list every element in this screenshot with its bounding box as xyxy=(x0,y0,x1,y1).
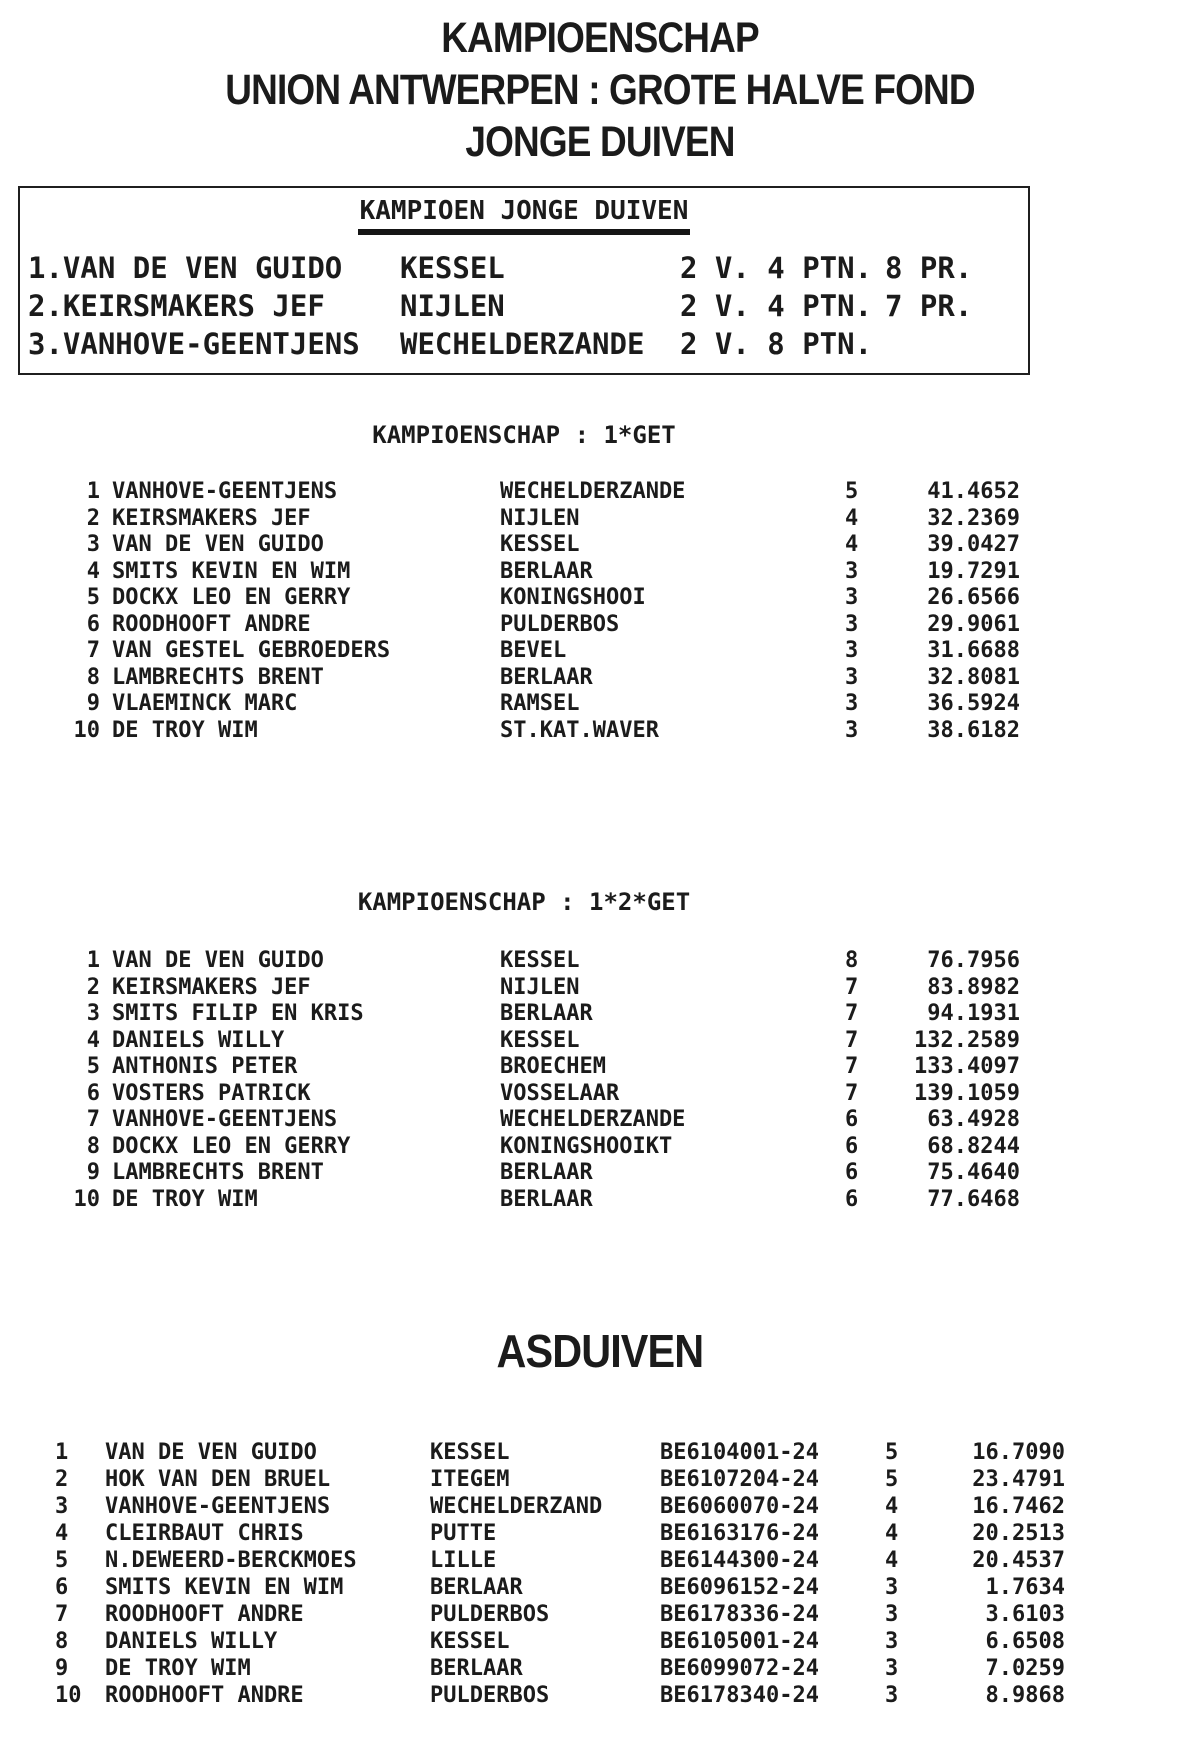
ring-number-cell: BE6104001-24 xyxy=(660,1440,819,1465)
ring-number-cell: BE6107204-24 xyxy=(660,1467,819,1492)
table-row xyxy=(0,1028,1048,1055)
fancier-name-cell: SMITS FILIP EN KRIS xyxy=(112,1001,364,1026)
champion-name-cell: 1.VAN DE VEN GUIDO xyxy=(28,251,343,285)
rank-cell: 5 xyxy=(86,585,100,610)
rank-cell: 4 xyxy=(86,558,100,584)
fancier-name-cell: VOSTERS PATRICK xyxy=(112,1080,311,1106)
rank-cell: 5 xyxy=(86,1054,100,1079)
locality-cell: NIJLEN xyxy=(500,974,580,1000)
rank-cell: 4 xyxy=(55,1521,69,1546)
column-gap xyxy=(100,479,112,506)
rank-cell: 8 xyxy=(86,664,100,690)
column-gap xyxy=(100,1028,112,1055)
column-gap xyxy=(100,1187,112,1214)
fancier-name-cell: VAN DE VEN GUIDO xyxy=(112,948,324,973)
prize-count-cell: 3 xyxy=(885,1602,899,1627)
championship-1get-table xyxy=(0,479,1048,744)
champion-row xyxy=(20,249,1028,287)
title-line-2: UNION ANTWERPEN : GROTE HALVE FOND xyxy=(225,66,975,114)
rank-cell: 1 xyxy=(86,948,100,973)
fancier-name-cell: ANTHONIS PETER xyxy=(112,1054,298,1079)
fancier-name-cell: DOCKX LEO EN GERRY xyxy=(112,585,351,610)
champion-prizes-cell: 8 PR. xyxy=(885,251,973,285)
champion-name-cell: 3.VANHOVE-GEENTJENS xyxy=(28,327,360,361)
column-gap xyxy=(100,975,112,1002)
asduiven-section xyxy=(0,1325,1200,1709)
table-row xyxy=(0,559,1048,586)
column-gap xyxy=(100,1001,112,1028)
table-row xyxy=(0,1001,1048,1028)
coefficient-cell: 75.4640 xyxy=(927,1160,1020,1185)
locality-cell: KONINGSHOOI xyxy=(500,585,646,610)
prize-count-cell: 5 xyxy=(845,479,859,504)
fancier-name-cell: DE TROY WIM xyxy=(105,1656,251,1681)
locality-cell: PULDERBOS xyxy=(500,611,620,637)
asduiven-heading: ASDUIVEN xyxy=(496,1325,704,1377)
fancier-name-cell: VANHOVE-GEENTJENS xyxy=(112,1107,338,1132)
locality-cell: PUTTE xyxy=(430,1521,497,1546)
coefficient-cell: 16.7462 xyxy=(972,1494,1065,1519)
championship-1get-heading: KAMPIOENSCHAP : 1*GET xyxy=(372,421,676,449)
prize-count-cell: 7 xyxy=(845,1001,859,1026)
rank-cell: 8 xyxy=(86,1133,100,1159)
table-row xyxy=(0,1574,1200,1601)
prize-count-cell: 3 xyxy=(885,1683,899,1708)
document-title xyxy=(0,0,1200,168)
coefficient-cell: 23.4791 xyxy=(972,1467,1065,1492)
locality-cell: NIJLEN xyxy=(500,505,580,531)
championship-12get-heading: KAMPIOENSCHAP : 1*2*GET xyxy=(357,888,691,916)
fancier-name-cell: VANHOVE-GEENTJENS xyxy=(105,1494,331,1519)
prize-count-cell: 3 xyxy=(885,1629,899,1654)
locality-cell: VOSSELAAR xyxy=(500,1080,620,1106)
rank-cell: 6 xyxy=(86,1080,100,1106)
table-row xyxy=(0,1520,1200,1547)
coefficient-cell: 38.6182 xyxy=(927,717,1020,743)
ring-number-cell: BE6163176-24 xyxy=(660,1521,819,1546)
fancier-name-cell: VAN DE VEN GUIDO xyxy=(105,1440,317,1465)
locality-cell: BERLAAR xyxy=(500,1001,593,1026)
prize-count-cell: 4 xyxy=(845,505,859,531)
column-gap xyxy=(100,1160,112,1187)
prize-count-cell: 7 xyxy=(845,1054,859,1079)
table-row xyxy=(0,1439,1200,1466)
prize-count-cell: 5 xyxy=(885,1467,899,1492)
rank-cell: 2 xyxy=(86,505,100,531)
rank-cell: 7 xyxy=(86,1107,100,1132)
prize-count-cell: 6 xyxy=(845,1160,859,1185)
ring-number-cell: BE6099072-24 xyxy=(660,1656,819,1681)
column-gap xyxy=(100,612,112,639)
locality-cell: KESSEL xyxy=(430,1629,510,1654)
fancier-name-cell: DE TROY WIM xyxy=(112,717,258,743)
ring-number-cell: BE6096152-24 xyxy=(660,1575,819,1600)
rank-cell: 2 xyxy=(55,1467,69,1492)
coefficient-cell: 6.6508 xyxy=(985,1629,1065,1654)
prize-count-cell: 3 xyxy=(845,664,859,690)
locality-cell: WECHELDERZANDE xyxy=(500,1107,686,1132)
champion-prizes-cell xyxy=(885,325,1028,363)
fancier-name-cell: ROODHOOFT ANDRE xyxy=(112,611,311,637)
table-row xyxy=(0,1134,1048,1161)
title-line-1: KAMPIOENSCHAP xyxy=(441,14,759,62)
champion-place-cell: WECHELDERZANDE xyxy=(400,327,645,361)
title-line-3: JONGE DUIVEN xyxy=(465,118,735,166)
prize-count-cell: 7 xyxy=(845,1080,859,1106)
coefficient-cell: 68.8244 xyxy=(927,1133,1020,1159)
fancier-name-cell: ROODHOOFT ANDRE xyxy=(105,1602,304,1627)
coefficient-cell: 20.2513 xyxy=(972,1521,1065,1546)
table-row xyxy=(0,1466,1200,1493)
prize-count-cell: 3 xyxy=(845,691,859,716)
fancier-name-cell: LAMBRECHTS BRENT xyxy=(112,1160,324,1185)
locality-cell: RAMSEL xyxy=(500,691,580,716)
asduiven-heading-wrap xyxy=(0,1325,1200,1377)
coefficient-cell: 32.8081 xyxy=(927,664,1020,690)
locality-cell: KONINGSHOOIKT xyxy=(500,1133,673,1159)
ring-number-cell: BE6178336-24 xyxy=(660,1602,819,1627)
prize-count-cell: 4 xyxy=(885,1521,899,1546)
coefficient-cell: 31.6688 xyxy=(927,638,1020,663)
locality-cell: BERLAAR xyxy=(500,1186,593,1212)
coefficient-cell: 41.4652 xyxy=(927,479,1020,504)
fancier-name-cell: CLEIRBAUT CHRIS xyxy=(105,1521,304,1546)
champion-row xyxy=(20,287,1028,325)
column-gap xyxy=(100,665,112,692)
locality-cell: PULDERBOS xyxy=(430,1602,550,1627)
table-row xyxy=(0,691,1048,718)
column-gap xyxy=(100,1081,112,1108)
rank-cell: 5 xyxy=(55,1548,69,1573)
prize-count-cell: 3 xyxy=(845,717,859,743)
ring-number-cell: BE6178340-24 xyxy=(660,1683,819,1708)
prize-count-cell: 3 xyxy=(845,611,859,637)
rank-cell: 7 xyxy=(86,638,100,663)
locality-cell: BERLAAR xyxy=(500,1160,593,1185)
table-row xyxy=(0,948,1048,975)
fancier-name-cell: ROODHOOFT ANDRE xyxy=(105,1683,304,1708)
locality-cell: KESSEL xyxy=(430,1440,510,1465)
coefficient-cell: 19.7291 xyxy=(927,558,1020,584)
ring-number-cell: BE6105001-24 xyxy=(660,1629,819,1654)
champion-box-heading-wrap xyxy=(20,196,1028,235)
table-row xyxy=(0,1628,1200,1655)
column-gap xyxy=(100,638,112,665)
coefficient-cell: 36.5924 xyxy=(927,691,1020,716)
prize-count-cell: 3 xyxy=(885,1656,899,1681)
champion-name-cell: 2.KEIRSMAKERS JEF xyxy=(28,289,325,323)
column-gap xyxy=(100,559,112,586)
asduiven-table xyxy=(0,1439,1200,1709)
coefficient-cell: 32.2369 xyxy=(927,505,1020,531)
fancier-name-cell: N.DEWEERD-BERCKMOES xyxy=(105,1548,357,1573)
prize-count-cell: 4 xyxy=(845,532,859,557)
prize-count-cell: 3 xyxy=(885,1575,899,1600)
coefficient-cell: 132.2589 xyxy=(914,1027,1020,1053)
coefficient-cell: 3.6103 xyxy=(985,1602,1065,1627)
coefficient-cell: 7.0259 xyxy=(985,1656,1065,1681)
champion-place-cell: NIJLEN xyxy=(400,289,505,323)
column-gap xyxy=(100,506,112,533)
column-gap xyxy=(100,718,112,745)
rank-cell: 9 xyxy=(86,1160,100,1185)
championship-1get-section xyxy=(0,421,1048,744)
fancier-name-cell: LAMBRECHTS BRENT xyxy=(112,664,324,690)
prize-count-cell: 3 xyxy=(845,585,859,610)
table-row xyxy=(0,1682,1200,1709)
locality-cell: LILLE xyxy=(430,1548,497,1573)
rank-cell: 2 xyxy=(86,974,100,1000)
fancier-name-cell: KEIRSMAKERS JEF xyxy=(112,974,311,1000)
coefficient-cell: 16.7090 xyxy=(972,1440,1065,1465)
rank-cell: 8 xyxy=(55,1629,69,1654)
fancier-name-cell: DE TROY WIM xyxy=(112,1186,258,1212)
fancier-name-cell: HOK VAN DEN BRUEL xyxy=(105,1467,331,1492)
column-gap xyxy=(100,585,112,612)
locality-cell: WECHELDERZANDE xyxy=(500,479,686,504)
rank-cell: 1 xyxy=(86,479,100,504)
champion-row xyxy=(20,325,1028,363)
table-row xyxy=(0,1187,1048,1214)
column-gap xyxy=(100,1054,112,1081)
coefficient-cell: 29.9061 xyxy=(927,611,1020,637)
locality-cell: BERLAAR xyxy=(430,1656,523,1681)
rank-cell: 9 xyxy=(55,1656,69,1681)
table-row xyxy=(0,612,1048,639)
fancier-name-cell: DANIELS WILLY xyxy=(105,1629,278,1654)
rank-cell: 6 xyxy=(86,611,100,637)
fancier-name-cell: VANHOVE-GEENTJENS xyxy=(112,479,338,504)
champion-place-cell: KESSEL xyxy=(400,251,505,285)
locality-cell: BERLAAR xyxy=(430,1575,523,1600)
locality-cell: PULDERBOS xyxy=(430,1683,550,1708)
table-row xyxy=(0,532,1048,559)
rank-cell: 1 xyxy=(55,1440,69,1465)
coefficient-cell: 39.0427 xyxy=(927,532,1020,557)
column-gap xyxy=(100,532,112,559)
locality-cell: ITEGEM xyxy=(430,1467,510,1492)
table-row xyxy=(0,638,1048,665)
champion-box-heading: KAMPIOEN JONGE DUIVEN xyxy=(358,196,691,235)
rank-cell: 10 xyxy=(73,1186,100,1212)
table-row xyxy=(0,718,1048,745)
prize-count-cell: 6 xyxy=(845,1186,859,1212)
coefficient-cell: 83.8982 xyxy=(927,974,1020,1000)
fancier-name-cell: SMITS KEVIN EN WIM xyxy=(105,1575,344,1600)
rank-cell: 3 xyxy=(86,532,100,557)
prize-count-cell: 4 xyxy=(885,1494,899,1519)
prize-count-cell: 7 xyxy=(845,974,859,1000)
championship-12get-section xyxy=(0,888,1048,1213)
champion-result-cell: 2 V. 4 PTN. xyxy=(680,289,873,323)
rank-cell: 6 xyxy=(55,1575,69,1600)
rank-cell: 3 xyxy=(86,1001,100,1026)
champion-summary-box xyxy=(18,186,1030,375)
rank-cell: 10 xyxy=(55,1683,82,1708)
champion-prizes-cell: 7 PR. xyxy=(885,289,973,323)
prize-count-cell: 6 xyxy=(845,1133,859,1159)
fancier-name-cell: KEIRSMAKERS JEF xyxy=(112,505,311,531)
fancier-name-cell: DANIELS WILLY xyxy=(112,1027,285,1053)
coefficient-cell: 8.9868 xyxy=(985,1683,1065,1708)
table-row xyxy=(0,975,1048,1002)
table-row xyxy=(0,1081,1048,1108)
rank-cell: 7 xyxy=(55,1602,69,1627)
table-row xyxy=(0,506,1048,533)
coefficient-cell: 76.7956 xyxy=(927,948,1020,973)
prize-count-cell: 3 xyxy=(845,638,859,663)
fancier-name-cell: VAN DE VEN GUIDO xyxy=(112,532,324,557)
locality-cell: BROECHEM xyxy=(500,1054,606,1079)
table-row xyxy=(0,479,1048,506)
rank-cell: 10 xyxy=(73,717,100,743)
coefficient-cell: 20.4537 xyxy=(972,1548,1065,1573)
fancier-name-cell: VLAEMINCK MARC xyxy=(112,691,298,716)
prize-count-cell: 3 xyxy=(845,558,859,584)
locality-cell: KESSEL xyxy=(500,1027,580,1053)
rank-cell: 4 xyxy=(86,1027,100,1053)
column-gap xyxy=(100,691,112,718)
coefficient-cell: 63.4928 xyxy=(927,1107,1020,1132)
championship-12get-table xyxy=(0,948,1048,1213)
locality-cell: KESSEL xyxy=(500,948,580,973)
table-row xyxy=(0,1655,1200,1682)
prize-count-cell: 7 xyxy=(845,1027,859,1053)
coefficient-cell: 1.7634 xyxy=(985,1575,1065,1600)
table-row xyxy=(0,1493,1200,1520)
table-row xyxy=(0,665,1048,692)
coefficient-cell: 26.6566 xyxy=(927,585,1020,610)
locality-cell: BERLAAR xyxy=(500,558,593,584)
prize-count-cell: 8 xyxy=(845,948,859,973)
coefficient-cell: 139.1059 xyxy=(914,1080,1020,1106)
fancier-name-cell: VAN GESTEL GEBROEDERS xyxy=(112,638,391,663)
prize-count-cell: 6 xyxy=(845,1107,859,1132)
table-row xyxy=(0,1054,1048,1081)
locality-cell: KESSEL xyxy=(500,532,580,557)
table-row xyxy=(0,1107,1048,1134)
table-row xyxy=(0,1547,1200,1574)
champion-result-cell: 2 V. 4 PTN. xyxy=(680,251,873,285)
prize-count-cell: 4 xyxy=(885,1548,899,1573)
locality-cell: ST.KAT.WAVER xyxy=(500,717,659,743)
rank-cell: 3 xyxy=(55,1494,69,1519)
champion-box-rows xyxy=(20,249,1028,363)
coefficient-cell: 133.4097 xyxy=(914,1054,1020,1079)
column-gap xyxy=(100,948,112,975)
ring-number-cell: BE6144300-24 xyxy=(660,1548,819,1573)
champion-result-cell: 2 V. 8 PTN. xyxy=(680,327,873,361)
locality-cell: BERLAAR xyxy=(500,664,593,690)
coefficient-cell: 77.6468 xyxy=(927,1186,1020,1212)
fancier-name-cell: DOCKX LEO EN GERRY xyxy=(112,1133,351,1159)
table-row xyxy=(0,1601,1200,1628)
coefficient-cell: 94.1931 xyxy=(927,1001,1020,1026)
locality-cell: WECHELDERZAND xyxy=(430,1494,603,1519)
rank-cell: 9 xyxy=(86,691,100,716)
locality-cell: BEVEL xyxy=(500,638,567,663)
prize-count-cell: 5 xyxy=(885,1440,899,1465)
column-gap xyxy=(100,1107,112,1134)
fancier-name-cell: SMITS KEVIN EN WIM xyxy=(112,558,351,584)
table-row xyxy=(0,585,1048,612)
column-gap xyxy=(100,1134,112,1161)
ring-number-cell: BE6060070-24 xyxy=(660,1494,819,1519)
table-row xyxy=(0,1160,1048,1187)
